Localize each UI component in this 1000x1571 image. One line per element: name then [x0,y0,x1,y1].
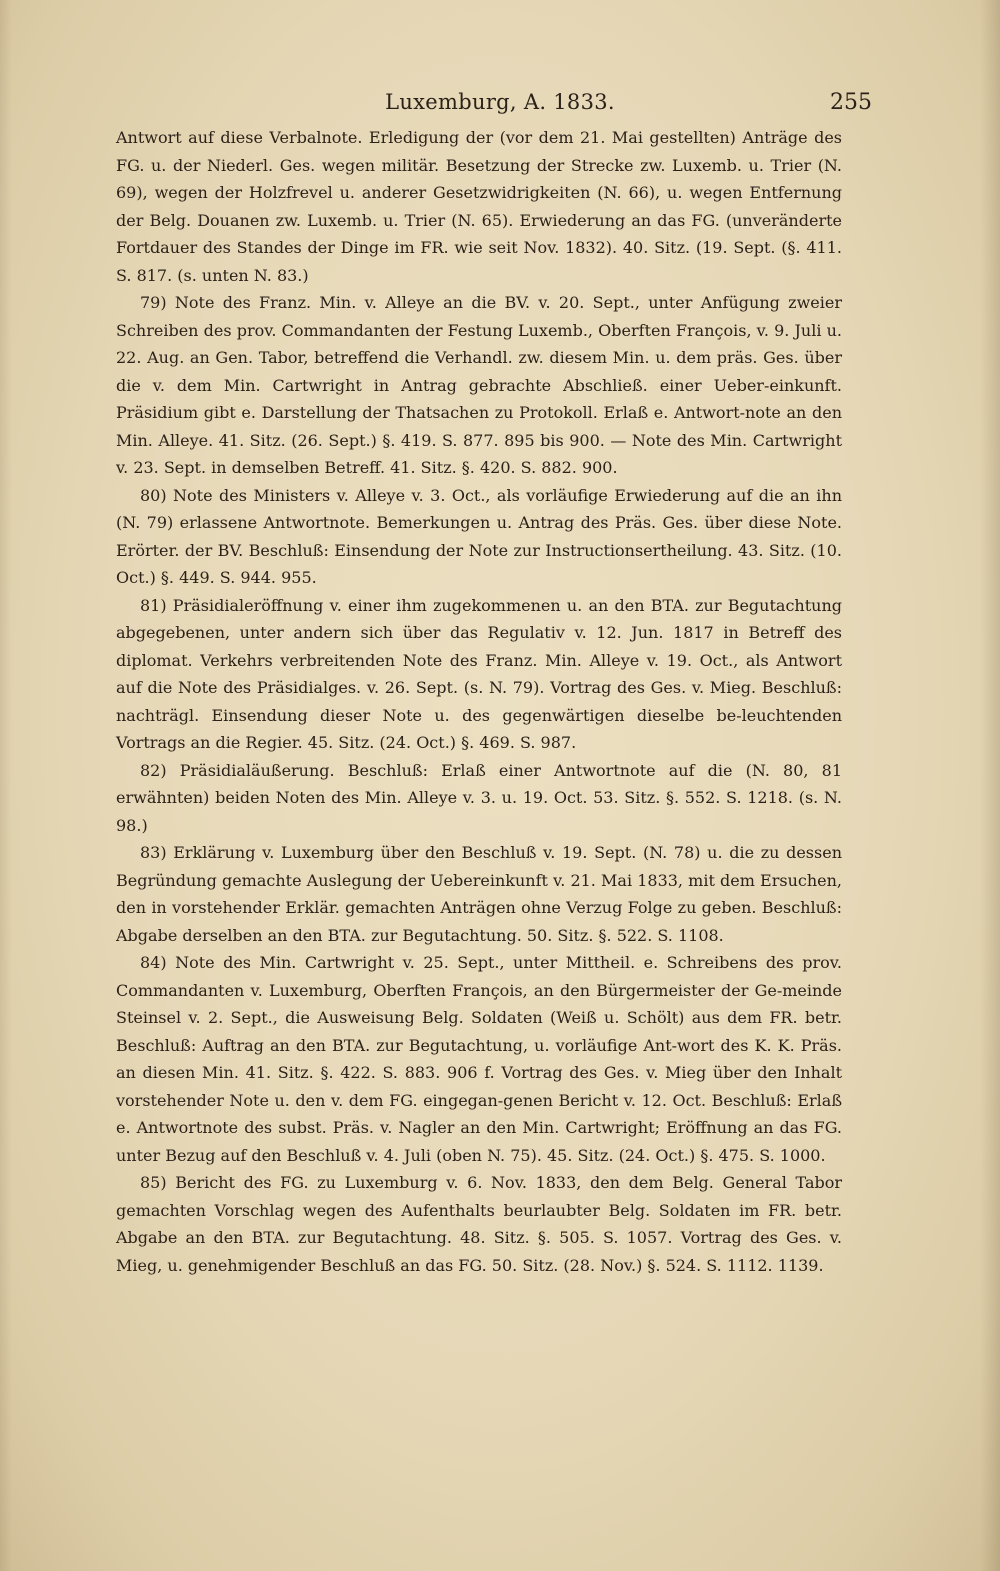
paragraph-continuation: Antwort auf diese Verbalnote. Erledigung der (vor dem 21. Mai gestellten) Anträge des FG. u. der Niederl. Ges. wegen militär. Besetzung der Strecke zw. Luxemb. u. Trier (N. 69), wegen der Holzfrevel u. anderer Gesetzwidrigkeiten (N. 66), u. wegen Entfernung der Belg. Douanen zw. Luxemb. u. Trier (N. 65). Erwiederung an das FG. (unveränderte Fortdauer des Standes der Dinge im FR. wie seit Nov. 1832). 40. Sitz. (19. Sept. (§. 411. S. 817. (s. unten N. 83.) [116,128,842,285]
entry-80: 80) Note des Ministers v. Alleye v. 3. Oct., als vorläufige Erwiederung auf die an ihn (N. 79) erlassene Antwortnote. Bemerkungen u. Antrag des Präs. Ges. über diese Note. Erörter. der BV. Beschluß: Einsendung der Note zur Instructionsertheilung. 43. Sitz. (10. Oct.) §. 449. S. 944. 955. [116,485,842,587]
entry-84: 84) Note des Min. Cartwright v. 25. Sept., unter Mittheil. e. Schreibens des prov. Commandanten v. Luxemburg, Oberften François, an den Bürgermeister der Ge-meinde Steinsel v. 2. Sept., die Ausweisung Belg. Soldaten (Weiß u. Schölt) aus dem FR. betr. Beschluß: Auftrag an den BTA. zur Begutachtung, u. vorläufige Ant-wort des K. K. Präs. an diesen Min. 41. Sitz. §. 422. S. 883. 906 f. Vortrag des Ges. v. Mieg über den Inhalt vorstehender Note u. den v. dem FG. eingegan-genen Bericht v. 12. Oct. Beschluß: Erlaß e. Antwortnote des subst. Präs. v. Nagler an den Min. Cartwright; Eröffnung an das FG. unter Bezug auf den Beschluß v. 4. Juli (oben N. 75). 45. Sitz. (24. Oct.) §. 475. S. 1000. [116,953,842,1165]
page-shadow-right [980,0,1000,1571]
page-number: 255 [830,90,872,115]
entry-81: 81) Präsidialeröffnung v. einer ihm zugekommenen u. an den BTA. zur Begutachtung abgegebenen, unter andern sich über das Regulativ v. 12. Jun. 1817 in Betreff des diplomat. Verkehrs verbreitenden Note des Franz. Min. Alleye v. 19. Oct., als Antwort auf die Note des Präsidialges. v. 26. Sept. (s. N. 79). Vortrag des Ges. v. Mieg. Beschluß: nachträgl. Einsendung dieser Note u. des gegenwärtigen dieselbe be-leuchtenden Vortrags an die Regier. 45. Sitz. (24. Oct.) §. 469. S. 987. [116,595,842,752]
running-head [0,90,1000,124]
running-title: Luxemburg, A. 1833. [385,90,615,114]
body-text [116,124,842,1279]
entry-82: 82) Präsidialäußerung. Beschluß: Erlaß einer Antwortnote auf die (N. 80, 81 erwähnten) beiden Noten des Min. Alleye v. 3. u. 19. Oct. 53. Sitz. §. 552. S. 1218. (s. N. 98.) [116,760,842,835]
entry-79: 79) Note des Franz. Min. v. Alleye an die BV. v. 20. Sept., unter Anfügung zweier Schreiben des prov. Commandanten der Festung Luxemb., Oberften François, v. 9. Juli u. 22. Aug. an Gen. Tabor, betreffend die Verhandl. zw. diesem Min. u. dem präs. Ges. über die v. dem Min. Cartwright in Antrag gebrachte Abschließ. einer Ueber-einkunft. Präsidium gibt e. Darstellung der Thatsachen zu Protokoll. Erlaß e. Antwort-note an den Min. Alleye. 41. Sitz. (26. Sept.) §. 419. S. 877. 895 bis 900. — Note des Min. Cartwright v. 23. Sept. in demselben Betreff. 41. Sitz. §. 420. S. 882. 900. [116,293,842,477]
entry-83: 83) Erklärung v. Luxemburg über den Beschluß v. 19. Sept. (N. 78) u. die zu dessen Begründung gemachte Auslegung der Uebereinkunft v. 21. Mai 1833, mit dem Ersuchen, den in vorstehender Erklär. gemachten Anträgen ohne Verzug Folge zu geben. Beschluß: Abgabe derselben an den BTA. zur Begutachtung. 50. Sitz. §. 522. S. 1108. [116,843,842,945]
entry-85: 85) Bericht des FG. zu Luxemburg v. 6. Nov. 1833, den dem Belg. General Tabor gemachten Vorschlag wegen des Aufenthalts beurlaubter Belg. Soldaten im FR. betr. Abgabe an den BTA. zur Begutachtung. 48. Sitz. §. 505. S. 1057. Vortrag des Ges. v. Mieg, u. genehmigender Beschluß an das FG. 50. Sitz. (28. Nov.) §. 524. S. 1112. 1139. [116,1173,842,1275]
page-shadow-left [0,0,12,1571]
